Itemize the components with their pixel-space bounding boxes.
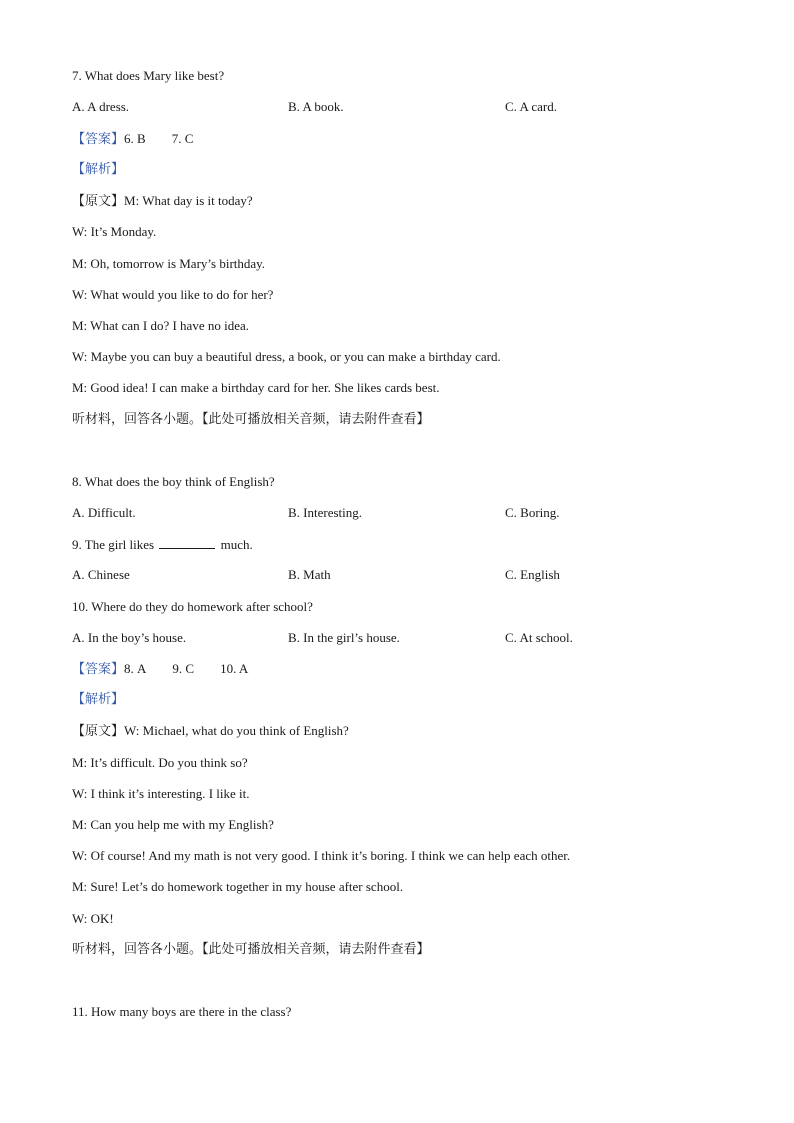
q8-option-b: B. Interesting. bbox=[288, 505, 363, 520]
transcript-label: 【原文】 bbox=[72, 194, 125, 209]
question-9 bbox=[72, 536, 253, 553]
answer-row-2 bbox=[72, 661, 248, 678]
transcript-line: M: It’s difficult. Do you think so? bbox=[72, 755, 248, 770]
q7-option-a: A. A dress. bbox=[72, 99, 130, 114]
transcript-line: W: Of course! And my math is not very good. I think it’s boring. I think we can help each other. bbox=[72, 848, 571, 863]
analysis-label-1: 【解析】 bbox=[72, 162, 125, 177]
q9-option-b: B. Math bbox=[288, 567, 331, 582]
transcript-text: W: Michael, what do you think of English? bbox=[124, 723, 349, 738]
transcript-line: W: OK! bbox=[72, 911, 114, 926]
transcript-line: M: Can you help me with my English? bbox=[72, 817, 274, 832]
transcript-line: W: Maybe you can buy a beautiful dress, a book, or you can make a birthday card. bbox=[72, 349, 501, 364]
q7-option-b: B. A book. bbox=[288, 99, 344, 114]
q10-option-c: C. At school. bbox=[505, 630, 573, 645]
question-11: 11. How many boys are there in the class? bbox=[72, 1004, 292, 1019]
answer-10: 10. A bbox=[220, 661, 249, 676]
q8-option-a: A. Difficult. bbox=[72, 505, 136, 520]
transcript-line: M: Good idea! I can make a birthday card for her. She likes cards best. bbox=[72, 380, 440, 395]
q10-option-a: A. In the boy’s house. bbox=[72, 630, 187, 645]
answer-blank bbox=[159, 536, 215, 549]
q7-option-c: C. A card. bbox=[505, 99, 557, 114]
q9-option-a: A. Chinese bbox=[72, 567, 130, 582]
transcript-line: M: Sure! Let’s do homework together in my house after school. bbox=[72, 879, 404, 894]
transcript-line: W: What would you like to do for her? bbox=[72, 287, 274, 302]
answer-row-1 bbox=[72, 131, 193, 148]
q9-option-c: C. English bbox=[505, 567, 560, 582]
question-8: 8. What does the boy think of English? bbox=[72, 474, 275, 489]
transcript-line: M: What can I do? I have no idea. bbox=[72, 318, 249, 333]
question-7: 7. What does Mary like best? bbox=[72, 68, 225, 83]
transcript-label: 【原文】 bbox=[72, 724, 125, 739]
transcript-line: M: Oh, tomorrow is Mary’s birthday. bbox=[72, 256, 266, 271]
listening-instruction-2: 听材料，回答各小题。【此处可播放相关音频，请去附件查看】 bbox=[72, 942, 430, 957]
q8-option-c: C. Boring. bbox=[505, 505, 560, 520]
answer-7: 7. C bbox=[171, 131, 194, 146]
answer-8: 8. A bbox=[124, 661, 147, 676]
transcript-text: M: What day is it today? bbox=[124, 193, 253, 208]
transcript-line bbox=[72, 723, 349, 740]
question-9-text-end: much. bbox=[220, 537, 253, 552]
transcript-line bbox=[72, 193, 253, 210]
question-10: 10. Where do they do homework after school? bbox=[72, 599, 313, 614]
answer-6: 6. B bbox=[124, 131, 146, 146]
transcript-line: W: It’s Monday. bbox=[72, 224, 157, 239]
transcript-line: W: I think it’s interesting. I like it. bbox=[72, 786, 250, 801]
question-9-text: 9. The girl likes bbox=[72, 537, 155, 552]
answer-label: 【答案】 bbox=[72, 132, 125, 147]
q10-option-b: B. In the girl’s house. bbox=[288, 630, 400, 645]
answer-label: 【答案】 bbox=[72, 662, 125, 677]
listening-instruction-1: 听材料，回答各小题。【此处可播放相关音频，请去附件查看】 bbox=[72, 412, 430, 427]
answer-9: 9. C bbox=[172, 661, 195, 676]
analysis-label-2: 【解析】 bbox=[72, 692, 125, 707]
